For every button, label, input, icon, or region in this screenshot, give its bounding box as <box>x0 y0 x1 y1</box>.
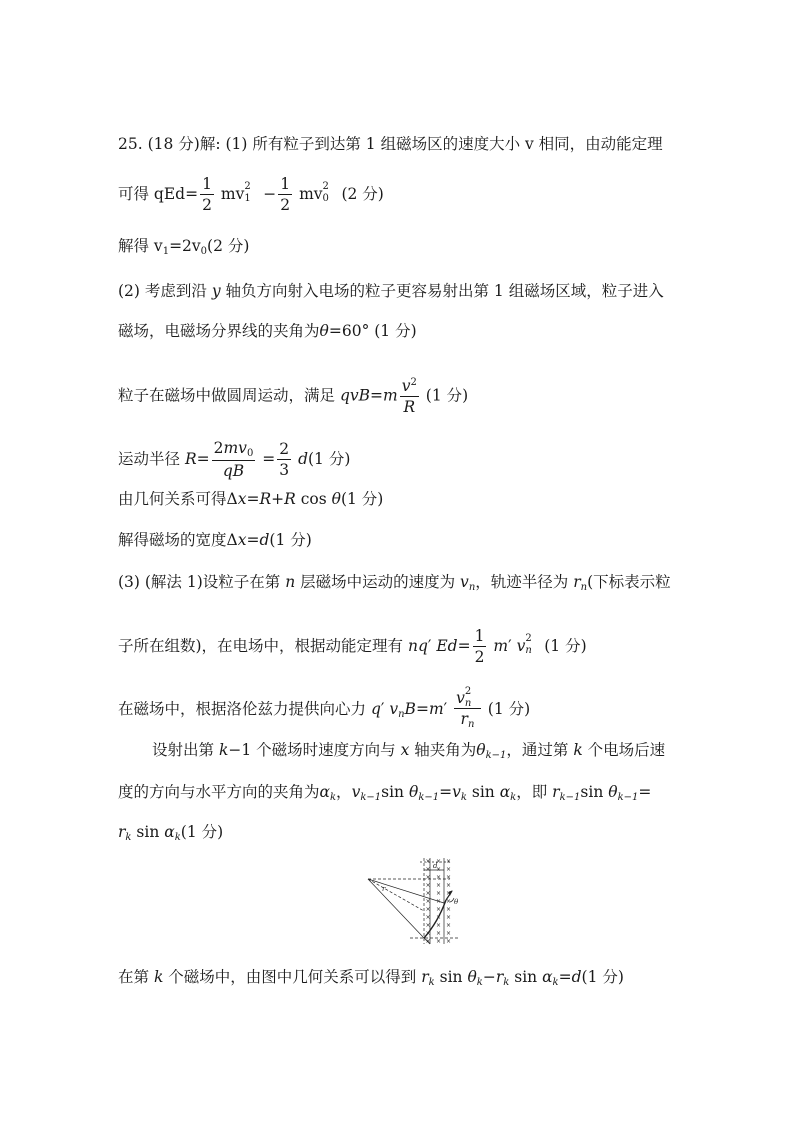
subscript: k−1 <box>360 792 382 803</box>
sup-sub <box>322 181 337 205</box>
text: = <box>246 531 260 549</box>
text: (1 分) <box>308 450 351 469</box>
field-cross-mark: × <box>446 906 452 913</box>
math-var: Ed <box>436 637 458 656</box>
text: sin <box>580 783 609 801</box>
text: + <box>271 490 285 508</box>
para-10-line-1 <box>152 743 665 761</box>
text: (2) 考虑到沿 <box>118 282 212 300</box>
math-var: B <box>404 700 416 719</box>
field-cross-mark: × <box>425 930 431 937</box>
subscript: 0 <box>200 246 208 257</box>
numerator: 2 <box>277 441 291 460</box>
math-var: r <box>573 573 581 591</box>
superscript: 2 <box>525 633 532 645</box>
subscript: k <box>125 832 132 843</box>
para-10-line-3 <box>118 825 223 843</box>
math-var: qvB <box>339 386 371 405</box>
field-cross-mark: × <box>436 938 442 945</box>
field-cross-mark: × <box>425 866 431 873</box>
text: ，轨迹半径为 <box>475 573 574 591</box>
text: = <box>196 450 210 469</box>
text: (1 分) <box>539 637 587 656</box>
numerator: 1 <box>278 176 292 195</box>
text: = <box>246 490 260 508</box>
text: = <box>415 700 429 719</box>
label-r: r <box>382 885 386 893</box>
field-cross-mark: × <box>436 866 442 873</box>
text: sin <box>131 823 165 841</box>
text: 解得 v <box>118 237 163 255</box>
text: (1 分) <box>420 386 469 405</box>
text: 设射出第 <box>152 741 219 759</box>
para-5 <box>118 440 350 480</box>
text: (1 分) <box>180 823 224 841</box>
sup-sub <box>525 633 539 657</box>
field-cross-mark: × <box>425 922 431 929</box>
field-cross-mark: × <box>436 882 442 889</box>
denominator: 2 <box>280 196 291 215</box>
para-9 <box>118 686 531 731</box>
math-var: d <box>571 968 582 986</box>
math-var: α <box>542 968 553 986</box>
subscript: k <box>329 792 337 803</box>
math-var: k <box>573 741 583 759</box>
text: 可得 qEd= <box>118 185 199 204</box>
fraction <box>454 686 481 731</box>
text: sin <box>381 783 409 801</box>
text: 子所在组数)，在电场中，根据动能定理有 <box>118 637 408 656</box>
para-8-line-1 <box>118 575 671 593</box>
math-var: R <box>259 490 272 508</box>
math-var: θ <box>476 741 486 759</box>
field-cross-mark: × <box>436 914 442 921</box>
field-cross-mark: × <box>425 890 431 897</box>
denominator: R <box>403 398 416 417</box>
fraction <box>200 176 214 214</box>
fraction <box>473 628 487 666</box>
field-cross-mark: × <box>446 882 452 889</box>
math-var: n <box>285 573 296 591</box>
math-var: k <box>153 968 164 986</box>
text: sin <box>509 968 543 986</box>
math-var: x <box>237 531 247 549</box>
text: − <box>482 968 496 986</box>
math-var: v <box>389 700 399 719</box>
field-cross-mark: × <box>446 858 452 865</box>
numerator <box>454 686 481 709</box>
text: 粒子在磁场中做圆周运动，满足 <box>118 386 340 405</box>
label-d: d <box>433 862 438 870</box>
math-var: v <box>460 573 469 591</box>
text: − <box>258 185 277 204</box>
subscript: 1 <box>244 193 251 205</box>
subscript: k <box>552 977 559 988</box>
math-var: θ <box>608 783 618 801</box>
superscript: 2 <box>322 181 329 193</box>
subscript: k <box>510 792 517 803</box>
text: = <box>638 783 652 801</box>
math-var: α <box>319 783 330 801</box>
text: (1 分) <box>269 531 312 549</box>
text: (1 分) <box>581 968 624 986</box>
text: 运动半径 <box>118 450 185 469</box>
subscript: k−1 <box>418 792 440 803</box>
radius-line <box>368 879 424 911</box>
numerator <box>400 377 419 397</box>
math-var: m <box>383 386 398 405</box>
numerator: 1 <box>473 628 487 647</box>
math-var: d <box>298 450 308 469</box>
para-1-line-2 <box>118 176 384 214</box>
subscript: k−1 <box>617 792 639 803</box>
math-var: m <box>428 700 444 719</box>
text: = <box>558 968 572 986</box>
math-var: R <box>284 490 296 508</box>
para-7 <box>118 533 312 549</box>
field-cross-mark: × <box>425 898 431 905</box>
para-3-line-2 <box>118 324 417 340</box>
subscript: 0 <box>246 448 254 459</box>
subscript: 1 <box>162 246 170 257</box>
math-var: nq <box>407 637 428 656</box>
subscript: k <box>503 977 510 988</box>
subscript: n <box>580 582 588 593</box>
math-var: α <box>499 783 511 801</box>
text: (2 分) <box>336 185 384 204</box>
numerator <box>212 440 256 461</box>
label-theta: θ <box>454 898 459 906</box>
text: mv <box>294 185 323 204</box>
text: 层磁场中运动的速度为 <box>295 573 461 591</box>
text: = <box>439 783 453 801</box>
subscript: k <box>476 977 483 988</box>
field-cross-markers <box>426 858 452 945</box>
subscript: 0 <box>322 193 329 205</box>
math-var: d <box>259 531 270 549</box>
text: 个磁场中，由图中几何关系可以得到 <box>163 968 422 986</box>
denominator: qB <box>222 462 245 480</box>
text: sin <box>434 968 468 986</box>
math-var: m <box>493 637 509 656</box>
field-cross-mark: × <box>446 914 452 921</box>
subscript: n <box>467 719 475 731</box>
field-cross-mark: × <box>446 922 452 929</box>
text: ′ <box>427 637 437 656</box>
superscript: 2 <box>410 377 417 388</box>
text: 轴负方向射入电场的粒子更容易射出第 1 组磁场区域，粒子进入 <box>220 282 664 300</box>
field-cross-mark: × <box>436 874 442 881</box>
math-var: θ <box>408 783 419 801</box>
field-cross-mark: × <box>425 906 431 913</box>
text: 磁场，电磁场分界线的夹角为 <box>118 322 320 340</box>
text: (3) (解法 1)设粒子在第 <box>118 573 286 591</box>
subscript: k <box>428 977 435 988</box>
subscript: k <box>460 792 467 803</box>
math-var: v <box>516 637 526 656</box>
para-10-line-2 <box>118 785 651 803</box>
para-6 <box>118 492 383 508</box>
text: = <box>457 637 471 656</box>
text: ′ <box>443 700 453 719</box>
math-var: q <box>370 700 381 719</box>
subscript: n <box>468 582 476 593</box>
text: 在磁场中，根据洛伦兹力提供向心力 <box>118 700 371 719</box>
text: (2 分) <box>207 237 250 255</box>
subscript: k−1 <box>485 750 507 761</box>
field-cross-mark: × <box>425 938 431 945</box>
para-11 <box>118 970 624 988</box>
math-var: θ <box>467 968 477 986</box>
text: =60° (1 分) <box>328 322 417 340</box>
math-var: α <box>164 823 175 841</box>
field-cross-mark: × <box>425 882 431 889</box>
math-var: v <box>401 377 411 395</box>
denominator <box>454 709 481 730</box>
math-var: x <box>237 490 247 508</box>
text: ，即 <box>516 783 553 801</box>
subscript: n <box>525 645 532 657</box>
text: (下标表示粒 <box>587 573 671 591</box>
math-var: r <box>495 968 504 986</box>
field-cross-mark: × <box>436 898 442 905</box>
subscript: n <box>398 709 405 721</box>
field-cross-mark: × <box>436 890 442 897</box>
sup-sub <box>244 181 258 205</box>
text: 25. (18 分)解: (1) 所有粒子到达第 1 组磁场区的速度大小 v 相同，由动能定理 <box>118 135 663 153</box>
text: cos <box>295 490 332 508</box>
text: 2 <box>213 439 224 457</box>
field-cross-mark: × <box>446 898 452 905</box>
text: (1 分) <box>482 700 531 719</box>
field-cross-mark: × <box>446 930 452 937</box>
subscript: k−1 <box>559 792 581 803</box>
superscript: 2 <box>464 686 472 697</box>
text: 轴夹角为 <box>409 741 477 759</box>
field-cross-mark: × <box>436 930 442 937</box>
para-2 <box>118 239 249 257</box>
text: ′ <box>508 637 517 656</box>
text: ′ <box>380 700 390 719</box>
numerator: 1 <box>200 176 214 195</box>
math-var: θ <box>331 490 341 508</box>
text: 由几何关系可得Δ <box>118 490 238 508</box>
math-var: v <box>456 689 465 707</box>
subscript: k <box>174 832 181 843</box>
math-var: mv <box>223 439 247 457</box>
text: ， <box>336 783 352 801</box>
para-1-line-1 <box>118 137 663 153</box>
fraction <box>212 440 256 480</box>
sup-sub <box>464 686 479 709</box>
text: 度的方向与水平方向的夹角为 <box>118 783 320 801</box>
math-var: v <box>452 783 461 801</box>
text: = <box>370 386 384 405</box>
text: sin <box>466 783 500 801</box>
math-var: θ <box>319 322 329 340</box>
math-var: r <box>118 823 126 841</box>
fraction <box>400 377 419 416</box>
field-cross-mark: × <box>425 874 431 881</box>
math-var: v <box>351 783 361 801</box>
math-var: R <box>184 450 197 469</box>
math-var: x <box>400 741 410 759</box>
field-cross-mark: × <box>436 922 442 929</box>
field-cross-mark: × <box>425 914 431 921</box>
para-4 <box>118 377 468 416</box>
denominator: 2 <box>474 648 485 667</box>
fraction <box>277 441 291 479</box>
text: =2v <box>169 237 201 255</box>
para-3-line-1 <box>118 284 664 300</box>
text: 个电场后速 <box>582 741 666 759</box>
superscript: 2 <box>244 181 251 193</box>
field-cross-mark: × <box>436 858 442 865</box>
math-var: r <box>460 710 468 729</box>
field-cross-mark: × <box>446 874 452 881</box>
text: ，通过第 <box>506 741 574 759</box>
text: 解得磁场的宽度Δ <box>118 531 238 549</box>
text: mv <box>215 185 245 204</box>
subscript: n <box>464 698 472 709</box>
field-cross-mark: × <box>446 866 452 873</box>
text: = <box>257 450 276 469</box>
text: (1 分) <box>340 490 384 508</box>
field-cross-mark: × <box>425 858 431 865</box>
math-var: k <box>218 741 229 759</box>
fraction <box>278 176 292 214</box>
magnetic-field-geometry-figure <box>360 856 470 948</box>
text: −1 个磁场时速度方向与 <box>228 741 401 759</box>
denominator: 3 <box>279 461 290 480</box>
field-cross-mark: × <box>446 890 452 897</box>
denominator: 2 <box>202 196 212 215</box>
para-8-line-2 <box>118 628 587 666</box>
text: 在第 <box>118 968 154 986</box>
field-cross-mark: × <box>436 906 442 913</box>
math-var: y <box>211 282 221 300</box>
math-var: r <box>421 968 429 986</box>
field-cross-mark: × <box>446 938 452 945</box>
math-var: r <box>552 783 560 801</box>
